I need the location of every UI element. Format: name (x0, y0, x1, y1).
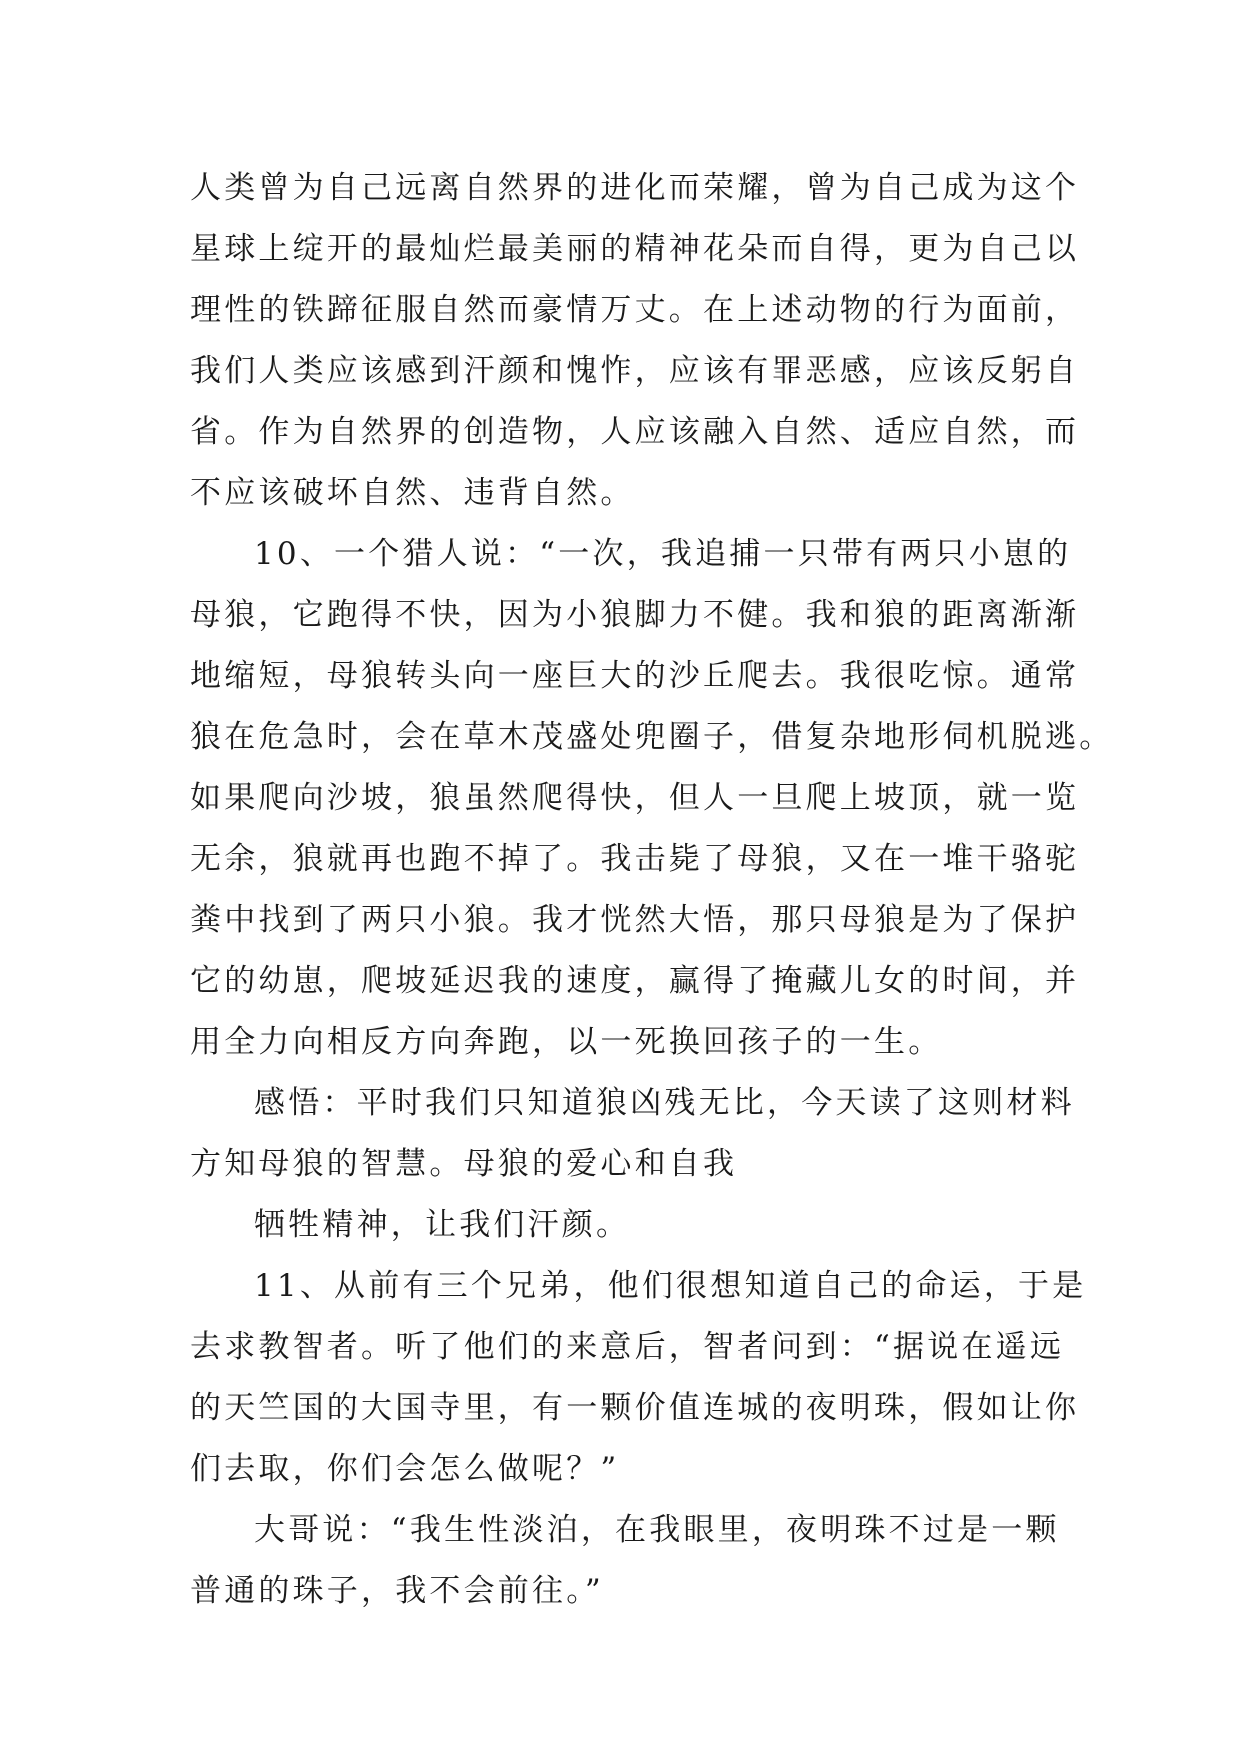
text-line: 省。作为自然界的创造物，人应该融入自然、适应自然，而 (190, 414, 1080, 450)
text-line: 地缩短，母狼转头向一座巨大的沙丘爬去。我很吃惊。通常 (190, 658, 1080, 694)
text-line: 它的幼崽，爬坡延迟我的速度，赢得了掩藏儿女的时间，并 (190, 963, 1080, 999)
text-line: 人类曾为自己远离自然界的进化而荣耀，曾为自己成为这个 (190, 170, 1080, 206)
text-line: 方知母狼的智慧。母狼的爱心和自我 (190, 1146, 738, 1182)
document-body (190, 158, 1114, 1622)
text-line: 理性的铁蹄征服自然而豪情万丈。在上述动物的行为面前， (190, 292, 1080, 328)
text-line: 母狼，它跑得不快，因为小狼脚力不健。我和狼的距离渐渐 (190, 597, 1080, 633)
text-line: 狼在危急时，会在草木茂盛处兜圈子，借复杂地形伺机脱逃。 (190, 719, 1114, 755)
text-line: 牺牲精神，让我们汗颜。 (254, 1207, 631, 1243)
text-line: 如果爬向沙坡，狼虽然爬得快，但人一旦爬上坡顶，就一览 (190, 780, 1080, 816)
text-line: 去求教智者。听了他们的来意后，智者问到：“据说在遥远 (190, 1329, 1065, 1365)
text-line: 10、一个猎人说：“一次，我追捕一只带有两只小崽的 (254, 536, 1072, 572)
text-line: 星球上绽开的最灿烂最美丽的精神花朵而自得，更为自己以 (190, 231, 1080, 267)
text-line: 们去取，你们会怎么做呢？” (190, 1451, 620, 1487)
text-line: 粪中找到了两只小狼。我才恍然大悟，那只母狼是为了保护 (190, 902, 1080, 938)
text-line: 用全力向相反方向奔跑，以一死换回孩子的一生。 (190, 1024, 943, 1060)
text-line: 11、从前有三个兄弟，他们很想知道自己的命运，于是 (254, 1268, 1087, 1304)
text-line: 感悟：平时我们只知道狼凶残无比，今天读了这则材料 (254, 1085, 1075, 1121)
text-line: 的天竺国的大国寺里，有一颗价值连城的夜明珠，假如让你 (190, 1390, 1080, 1426)
text-line: 普通的珠子，我不会前往。” (190, 1573, 604, 1609)
text-line: 大哥说：“我生性淡泊，在我眼里，夜明珠不过是一颗 (254, 1512, 1060, 1548)
text-line: 无余，狼就再也跑不掉了。我击毙了母狼，又在一堆干骆驼 (190, 841, 1080, 877)
text-line: 我们人类应该感到汗颜和愧怍，应该有罪恶感，应该反躬自 (190, 353, 1080, 389)
text-line: 不应该破坏自然、违背自然。 (190, 475, 635, 511)
